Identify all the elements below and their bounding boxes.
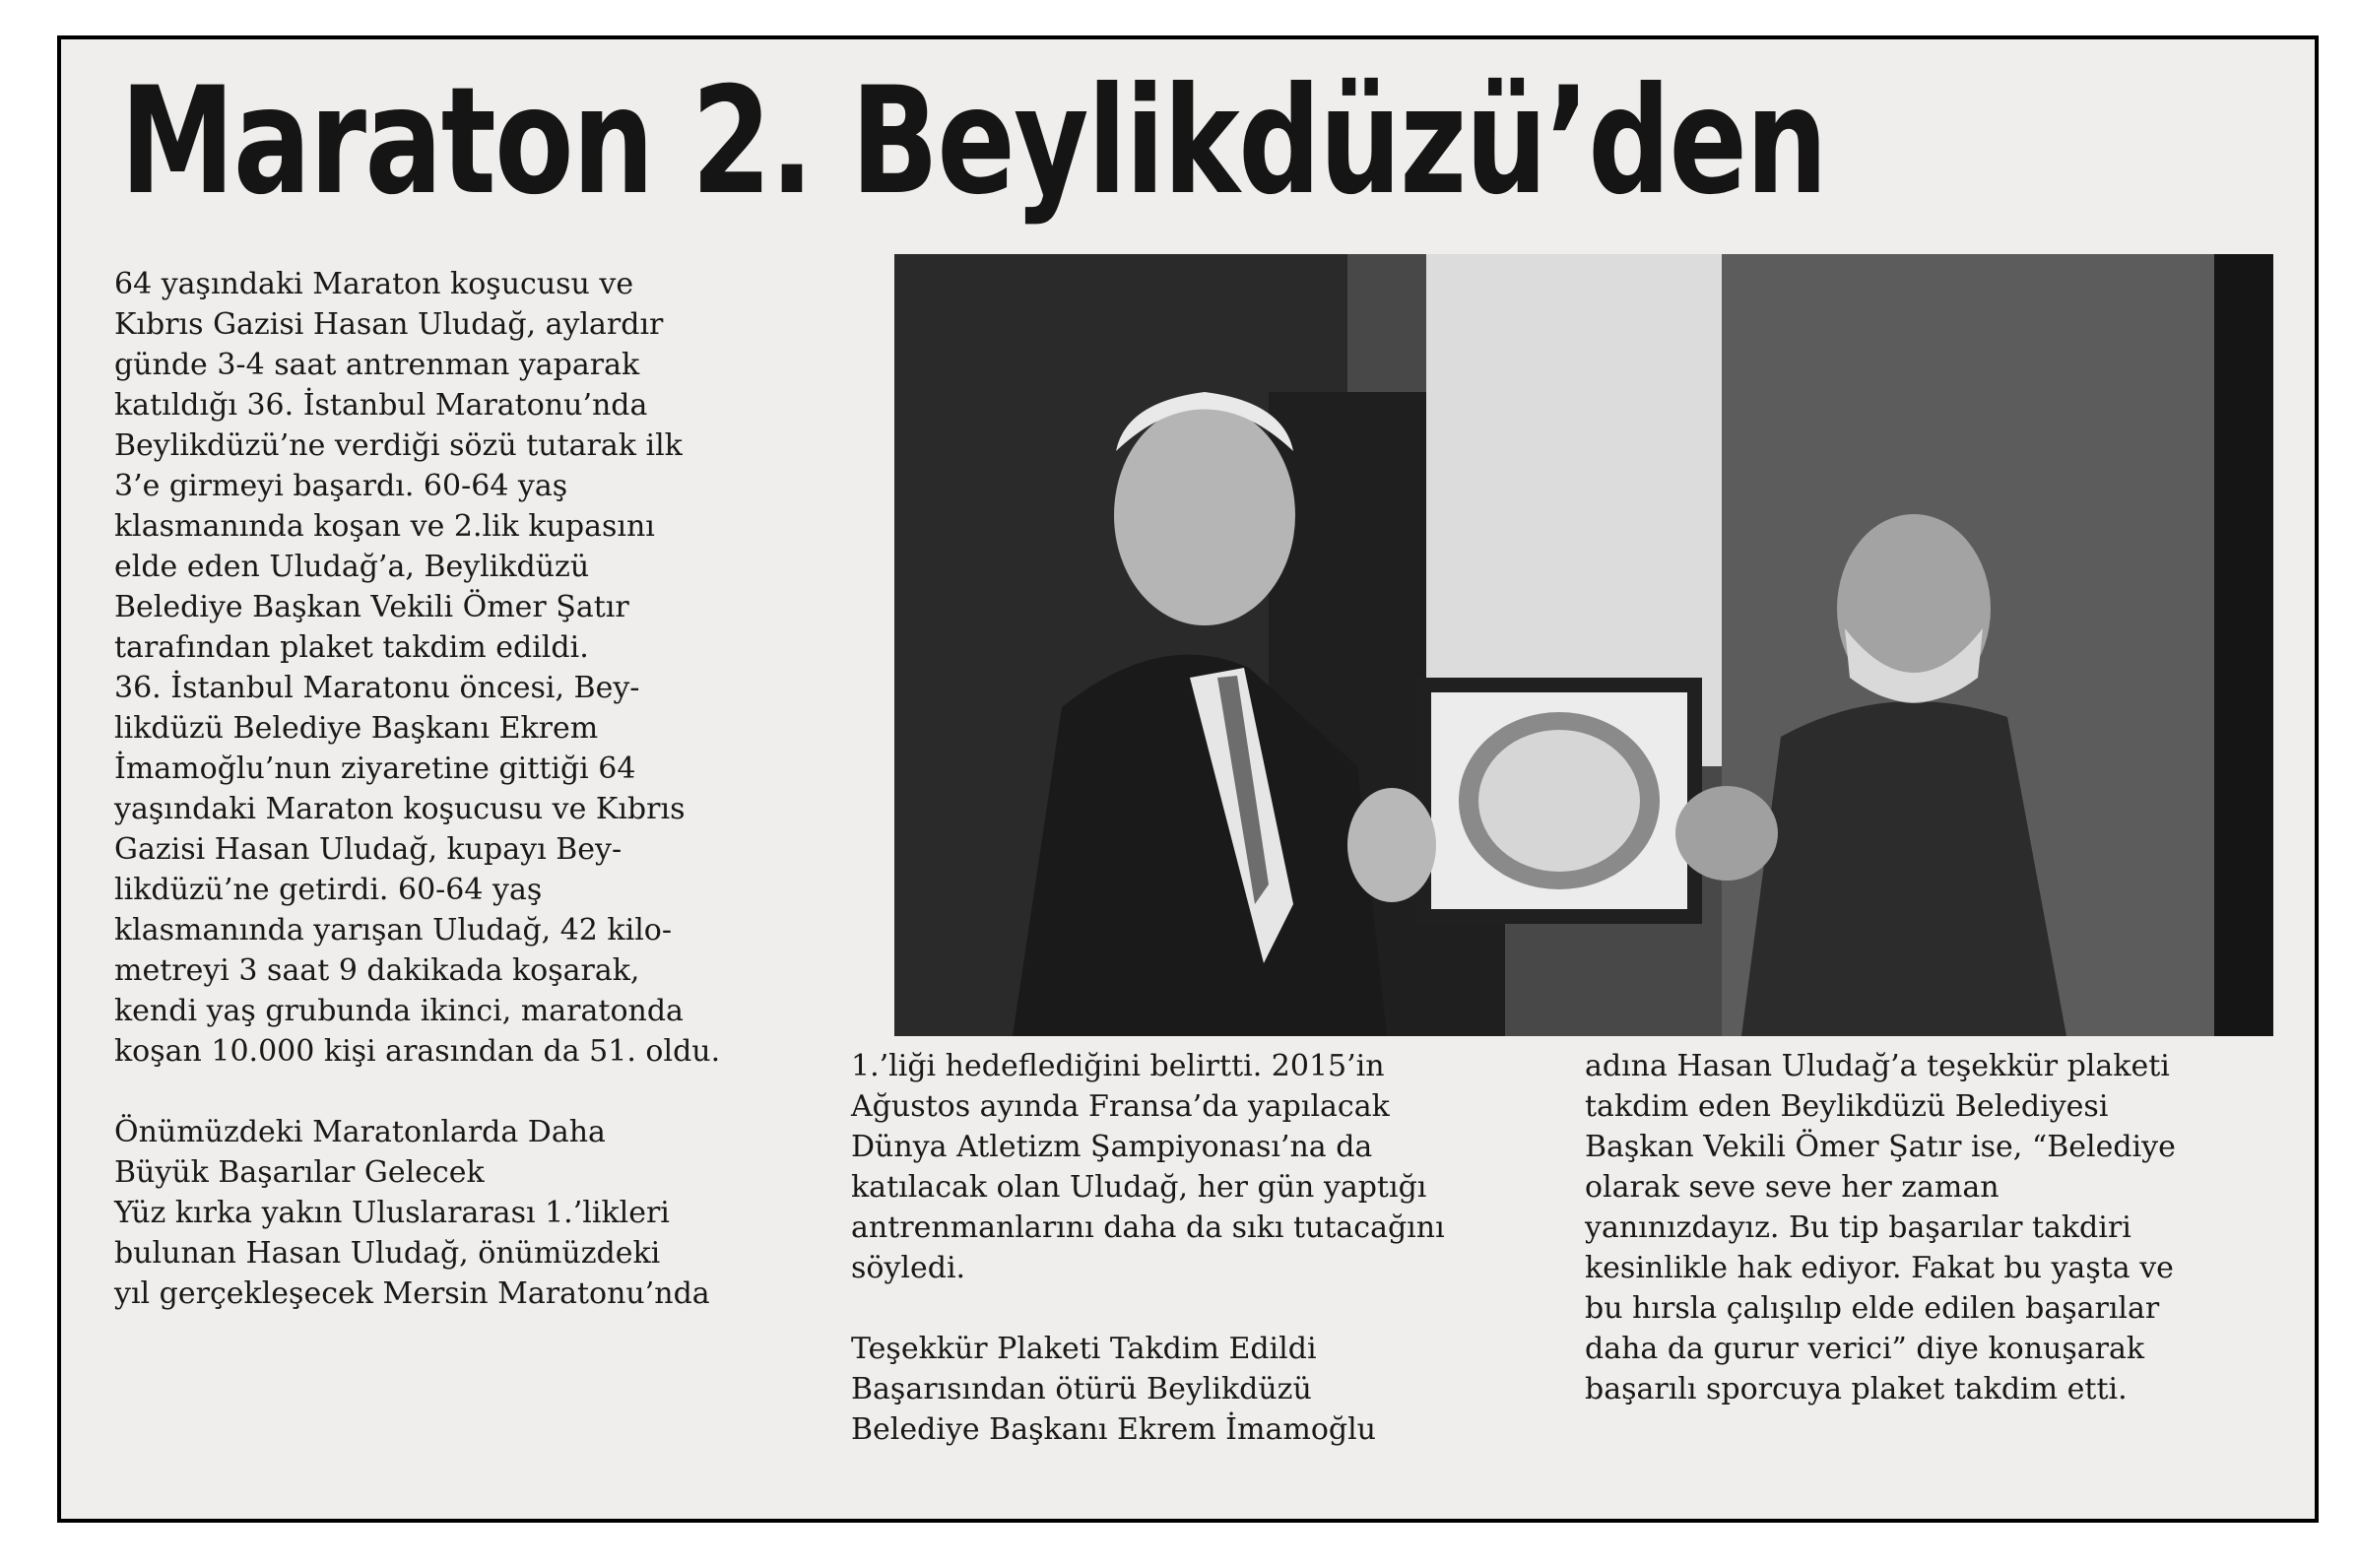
- news-photo: [894, 254, 2273, 1036]
- newspaper-clipping: [57, 35, 2319, 1523]
- column-1-paragraph-1: 64 yaşındaki Maraton koşucusu ve Kıbrıs Gazisi Hasan Uludağ, aylardır günde 3-4 saat antrenman yaparak katıldığı 36. İstanbul Maratonu’nda Beylikdüzü’ne verdiği sözü tutarak ilk 3’e girmeyi başardı. 60-64 yaş klasmanında koşan ve 2.lik kupasını elde eden Uludağ’a, Beylikdüzü Belediye Başkan Vekili Ömer Şatır tarafından plaket takdim edildi. 36. İstanbul Maratonu öncesi, Bey- likdüzü Belediye Başkanı Ekrem İmamoğlu’nun ziyaretine gittiği 64 yaşındaki Maraton koşucusu ve Kıbrıs Gazisi Hasan Uludağ, kupayı Bey- likdüzü’ne getirdi. 60-64 yaş klasmanında yarışan Uludağ, 42 kilo- metreyi 3 saat 9 dakikada koşarak, kendi yaş grubunda ikinci, maratonda koşan 10.000 kişi arasından da 51. oldu.: [114, 267, 721, 1069]
- column-1-subheading: Önümüzdeki Maratonlarda Daha Büyük Başarılar Gelecek: [114, 1115, 606, 1190]
- column-2-subheading: Teşekkür Plaketi Takdim Edildi: [851, 1332, 1317, 1366]
- column-3-paragraph-1: adına Hasan Uludağ’a teşekkür plaketi takdim eden Beylikdüzü Belediyesi Başkan Vekili Ömer Şatır ise, “Belediye olarak seve seve her zaman yanınızdayız. Bu tip başarılar takdiri kesinlikle hak ediyor. Fakat bu yaşta ve bu hırsla çalışılıp elde edilen başarılar daha da gurur verici” diye konuşarak başarılı sporcuya plaket takdim etti.: [1585, 1049, 2176, 1406]
- column-2: [851, 1046, 1570, 1450]
- column-1: [114, 264, 863, 1314]
- column-2-paragraph-1: 1.’liği hedeflediğini belirtti. 2015’in Ağustos ayında Fransa’da yapılacak Dünya Atletizm Şampiyonası’na da katılacak olan Uludağ, her gün yaptığı antrenmanlarını daha da sıkı tutacağını söyledi.: [851, 1049, 1445, 1285]
- column-2-paragraph-2: Başarısından ötürü Beylikdüzü Belediye Başkanı Ekrem İmamoğlu: [851, 1372, 1376, 1447]
- headline: Maraton 2. Beylikdüzü’den: [120, 56, 1827, 228]
- column-3: [1585, 1046, 2294, 1409]
- column-1-paragraph-2: Yüz kırka yakın Uluslararası 1.’likleri bulunan Hasan Uludağ, önümüzdeki yıl gerçekleşecek Mersin Maratonu’nda: [114, 1196, 710, 1311]
- photo-two-men-plaque-icon: [894, 254, 2273, 1036]
